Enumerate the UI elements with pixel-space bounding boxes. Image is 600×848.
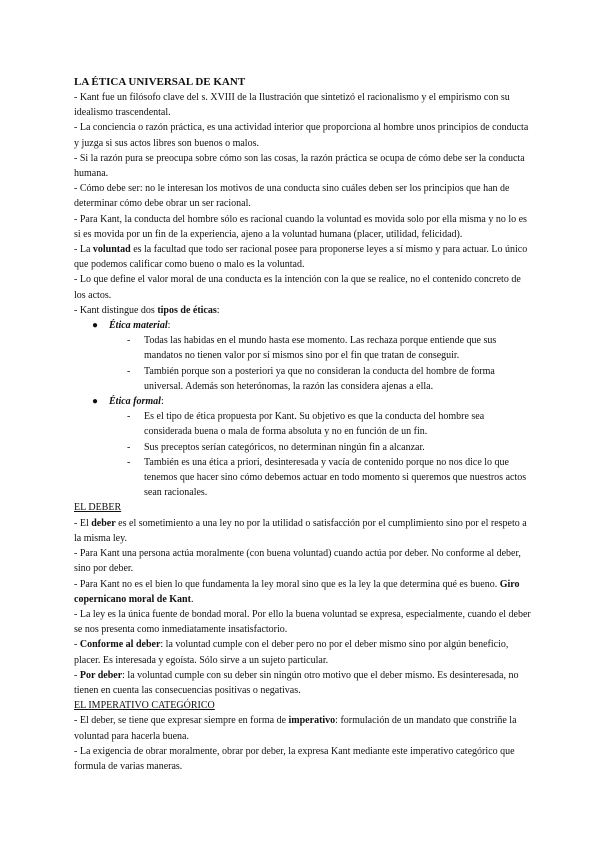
section-heading-deber: EL DEBER bbox=[74, 502, 122, 514]
imperativo-p1-prefix: - El deber, se tiene que expresar siempre en forma de bbox=[74, 715, 289, 727]
deber-term: deber bbox=[91, 517, 116, 529]
intro-paragraph-3: - Si la razón pura se preocupa sobre cómo son las cosas, la razón práctica se ocupa de cómo debe ser la conducta humana. bbox=[74, 152, 525, 180]
etica-material-points bbox=[74, 333, 534, 394]
tipos-suffix: : bbox=[216, 304, 220, 316]
intencion-paragraph: - Lo que define el valor moral de una conducta es la intención con la que se realice, no el contenido concreto de los actos. bbox=[74, 274, 521, 301]
etica-formal-point-1: Es el tipo de ética propuesta por Kant. Su objetivo es que la conducta del hombre sea considerada buena o mala de forma absoluta y no en función de un fin. bbox=[144, 411, 485, 438]
deber-p1-text: es el sometimiento a una ley no por la utilidad o satisfacción por el cumplimiento sino por el respeto a la misma ley. bbox=[74, 517, 527, 544]
etica-material-point-2: También porque son a posteriori ya que no consideran la conducta del hombre de forma universal. Además son heterónomas, la razón las considera ajenas a ella. bbox=[144, 365, 495, 392]
dash-icon: - bbox=[127, 456, 131, 468]
etica-types-list bbox=[74, 318, 534, 333]
etica-formal-point-2: Sus preceptos serían categóricos, no determinan ningún fin a alcanzar. bbox=[144, 441, 425, 453]
bullet-icon: ● bbox=[92, 396, 99, 408]
deber-paragraph-4: - La ley es la única fuente de bondad moral. Por ello la buena voluntad se expresa, especialmente, cuando el deber se nos presenta como inmediatamente insatisfactorio. bbox=[74, 608, 531, 636]
dash-icon: - bbox=[127, 441, 131, 453]
etica-material-label: Ética material bbox=[109, 320, 168, 332]
deber-paragraph-5 bbox=[74, 637, 534, 667]
voluntad-term: voluntad bbox=[92, 244, 131, 256]
deber-p6-text: : la voluntad cumple con su deber sin ningún otro motivo que el deber mismo. Es desinteresada, no tienen en cuenta las consecuencias positivas o negativas. bbox=[74, 669, 519, 696]
deber-p5-prefix: - bbox=[74, 639, 80, 651]
deber-p3-end: . bbox=[190, 593, 194, 605]
document-body bbox=[74, 75, 534, 774]
etica-formal-points bbox=[74, 409, 534, 500]
voluntad-prefix: - La bbox=[74, 244, 93, 256]
etica-types-list-2 bbox=[74, 394, 534, 409]
document-title: LA ÉTICA UNIVERSAL DE KANT bbox=[74, 76, 246, 88]
list-item bbox=[74, 455, 534, 501]
etica-formal-item bbox=[74, 394, 534, 409]
dash-icon: - bbox=[127, 411, 131, 423]
imperativo-term: imperativo bbox=[288, 715, 336, 727]
giro-copernicano-term: Giro copernicano moral de Kant bbox=[74, 578, 520, 605]
imperativo-p1-text: : formulación de un mandato que constriñe la voluntad para hacerla buena. bbox=[74, 715, 517, 742]
etica-material-item bbox=[74, 318, 534, 333]
deber-paragraph-6 bbox=[74, 668, 534, 698]
intro-paragraph-4: - Cómo debe ser: no le interesan los motivos de una conducta sino cuáles deben ser los principios que han de determinar cómo debe obrar un ser racional. bbox=[74, 183, 510, 210]
deber-paragraph-2: - Para Kant una persona actúa moralmente (con buena voluntad) cuando actúa por deber. No conforme al deber, sino por deber. bbox=[74, 548, 521, 575]
intro-paragraph-2: - La conciencia o razón práctica, es una actividad interior que proporciona al hombre unos principios de conducta y juzga si sus actos libres son buenos o malos. bbox=[74, 122, 529, 149]
tipos-term: tipos de éticas bbox=[157, 304, 217, 316]
imperativo-paragraph-1 bbox=[74, 713, 534, 743]
etica-formal-colon: : bbox=[160, 396, 164, 408]
dash-icon: - bbox=[127, 335, 131, 347]
bullet-icon: ● bbox=[92, 320, 99, 332]
voluntad-paragraph bbox=[74, 242, 534, 272]
voluntad-text: es la facultad que todo ser racional posee para proponerse leyes a sí mismo y para actuar. Lo único que podemos calificar como bueno o malo es la voluntad. bbox=[74, 244, 528, 271]
deber-p6-prefix: - bbox=[74, 669, 80, 681]
deber-p3-text: - Para Kant no es el bien lo que fundamenta la ley moral sino que es la ley la que determina qué es bueno. bbox=[74, 578, 500, 590]
deber-paragraph-3 bbox=[74, 577, 534, 607]
list-item bbox=[74, 440, 534, 455]
conforme-al-deber-term: Conforme al deber bbox=[79, 639, 161, 651]
dash-icon: - bbox=[127, 365, 131, 377]
section-heading-imperativo: EL IMPERATIVO CATEGÓRICO bbox=[74, 700, 215, 712]
por-deber-term: Por deber bbox=[79, 669, 123, 681]
list-item bbox=[74, 333, 534, 363]
list-item bbox=[74, 409, 534, 439]
tipos-paragraph bbox=[74, 303, 534, 318]
tipos-prefix: - Kant distingue dos bbox=[74, 304, 158, 316]
imperativo-paragraph-2: - La exigencia de obrar moralmente, obrar por deber, la expresa Kant mediante este imperativo categórico que formula de varias maneras. bbox=[74, 745, 515, 772]
etica-formal-point-3: También es una ética a priori, desinteresada y vacía de contenido porque no nos dice lo que tenemos que hacer sino cómo debemos actuar en todo momento si queremos que nuestros actos sean racionales. bbox=[144, 456, 527, 499]
deber-p5-text: : la voluntad cumple con el deber pero no por el deber mismo sino por algún beneficio, placer. Es interesada y egoísta. Sólo sirve a un sujeto particular. bbox=[74, 639, 509, 666]
intro-paragraph-1: - Kant fue un filósofo clave del s. XVIII de la Ilustración que sintetizó el racionalismo y el empirismo con su idealismo trascendental. bbox=[74, 92, 510, 119]
etica-material-colon: : bbox=[167, 320, 171, 332]
list-item bbox=[74, 364, 534, 394]
etica-material-point-1: Todas las habidas en el mundo hasta ese momento. Las rechaza porque entiende que sus mandatos no tienen valor por sí mismos sino por el fin que tratan de conseguir. bbox=[144, 335, 497, 362]
deber-p1-prefix: - El bbox=[74, 517, 92, 529]
intro-paragraph-5: - Para Kant, la conducta del hombre sólo es racional cuando la voluntad es movida solo por ella misma y no lo es si es movida por un fin de la experiencia, ajeno a la voluntad humana (placer, utilidad, felicidad). bbox=[74, 213, 527, 240]
etica-formal-label: Ética formal bbox=[109, 396, 161, 408]
deber-paragraph-1 bbox=[74, 516, 534, 546]
